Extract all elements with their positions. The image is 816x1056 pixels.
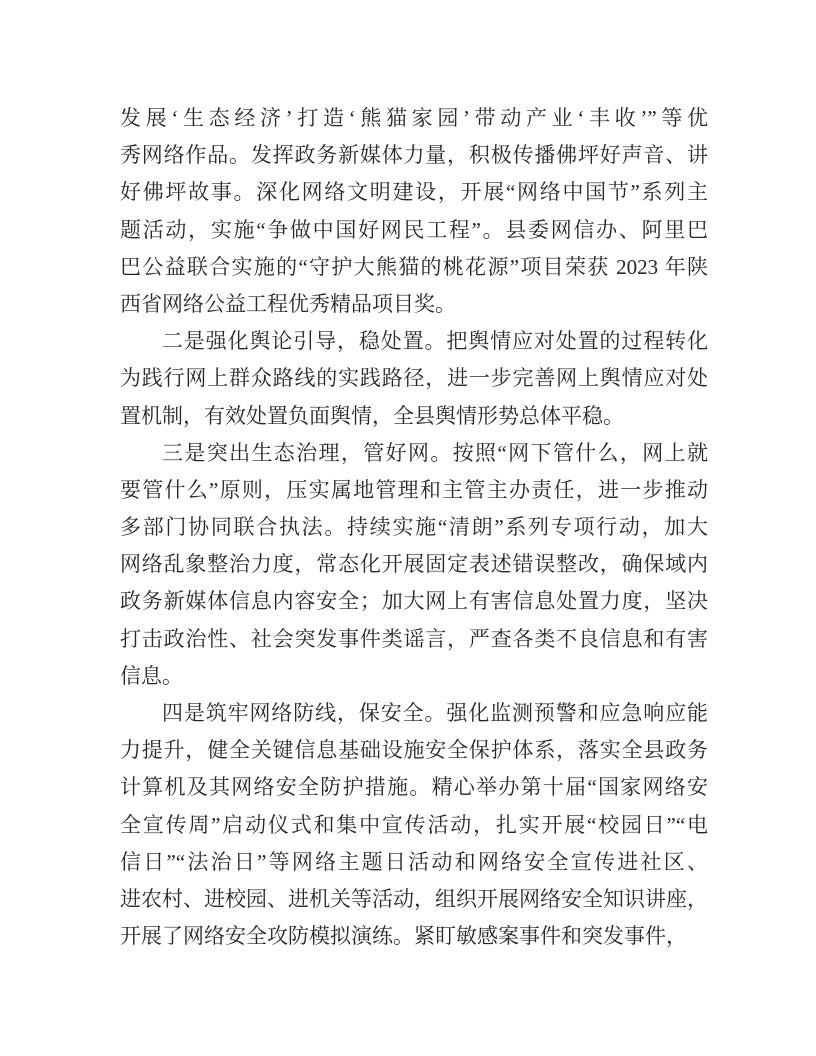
text-line: 信息。 — [120, 663, 183, 688]
text-line: 发展‘生态经济’打造‘熊猫家园’带动产业‘丰收’”等优 — [120, 106, 708, 130]
text-line: 进农村、进校园、进机关等活动，组织开展网络安全知识讲座， — [120, 886, 708, 911]
text-line: 计算机及其网络安全防护措施。精心举办第十届“国家网络安 — [120, 775, 708, 800]
text-line: 巴公益联合实施的“守护大熊猫的桃花源”项目荣获 2023 年陕 — [120, 254, 708, 279]
text-line: 三是突出生态治理，管好网。按照“网下管什么，网上就 — [162, 440, 708, 465]
text-line: 置机制，有效处置负面舆情，全县舆情形势总体平稳。 — [120, 403, 624, 428]
paragraph — [120, 435, 708, 695]
text-line: 开展了网络安全攻防模拟演练。紧盯敏感案事件和突发事件， — [120, 924, 687, 949]
text-line: 二是强化舆论引导，稳处置。把舆情应对处置的过程转化 — [162, 329, 708, 354]
document-body — [120, 100, 708, 955]
text-line: 好佛坪故事。深化网络文明建设，开展“网络中国节”系列主 — [120, 180, 708, 205]
text-line: 要管什么”原则，压实属地管理和主管主办责任，进一步推动 — [120, 477, 708, 502]
paragraph — [120, 695, 708, 955]
text-line: 信日”“法治日”等网络主题日活动和网络安全宣传进社区、 — [120, 849, 708, 874]
text-line: 打击政治性、社会突发事件类谣言，严查各类不良信息和有害 — [120, 626, 708, 651]
paragraph — [120, 100, 708, 323]
text-line: 力提升，健全关键信息基础设施安全保护体系，落实全县政务 — [120, 738, 708, 763]
text-line: 题活动，实施“争做中国好网民工程”。县委网信办、阿里巴 — [120, 217, 708, 242]
paragraph — [120, 323, 708, 435]
text-line: 为践行网上群众路线的实践路径，进一步完善网上舆情应对处 — [120, 366, 708, 391]
text-line: 政务新媒体信息内容安全；加大网上有害信息处置力度，坚决 — [120, 589, 708, 614]
text-line: 全宣传周”启动仪式和集中宣传活动，扎实开展“校园日”“电 — [120, 812, 708, 837]
text-line: 网络乱象整治力度，常态化开展固定表述错误整改，确保域内 — [120, 552, 708, 577]
text-line: 秀网络作品。发挥政务新媒体力量，积极传播佛坪好声音、讲 — [120, 143, 708, 168]
text-line: 西省网络公益工程优秀精品项目奖。 — [120, 291, 456, 316]
text-line: 多部门协同联合执法。持续实施“清朗”系列专项行动，加大 — [120, 515, 708, 540]
text-line: 四是筑牢网络防线，保安全。强化监测预警和应急响应能 — [162, 701, 708, 725]
